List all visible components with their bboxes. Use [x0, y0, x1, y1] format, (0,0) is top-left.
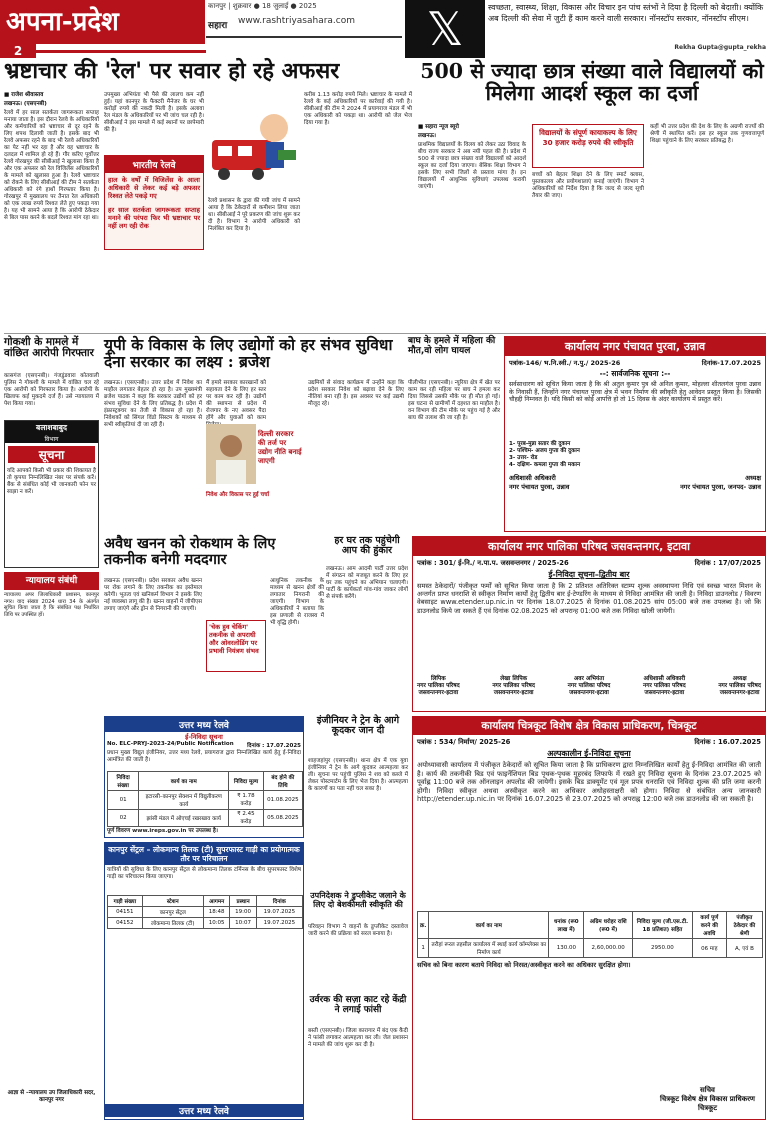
table-cell: 19.07.2025 — [256, 907, 302, 918]
table-row — [418, 939, 763, 958]
nagar1-item: 3- उत्तर- रोड — [509, 455, 538, 461]
nagar2-date: दिनांक : 17/07/2025 — [694, 559, 761, 567]
nagar2-sign: नगर पालिका परिषद — [492, 683, 535, 689]
table-cell: 19:00 — [230, 907, 256, 918]
table-cell: 05.08.2025 — [263, 810, 302, 827]
minister-photo — [206, 424, 256, 484]
nagar2-sign: अवर अभियंता — [573, 676, 605, 682]
table-header: गाड़ी संख्या — [108, 896, 143, 907]
table-row — [108, 907, 303, 918]
table-cell: ₹ 1.78 करोड़ — [229, 791, 264, 810]
callout-item: हर साल सतर्कता जागरूकता सप्ताह मनाने की परंपरा फिर भी भ्रष्टाचार पर नहीं लग रही रोक — [108, 206, 200, 230]
story2-byline: ■ सहारा न्यूज ब्यूरो — [418, 124, 459, 130]
story1-dateline: लखनऊ। (एसएनबी) — [4, 101, 47, 107]
railway-title: उत्तर मध्य रेलवे — [105, 717, 303, 732]
story3-body: कासगंज (एसएनबी)। गंजडुंडवारा कोतवाली पुलिस ने गोकशी के मामले में वांछित चल रहे एक आरोपी को गिरफ्तार किया है। आरोपी के खिलाफ कई मुकदमे दर्ज हैं। उसे न्यायालय में पेश किया गया। — [4, 373, 99, 407]
table-header: धनांक (रू0 लाख में) — [549, 912, 584, 939]
person-photo-icon — [206, 424, 256, 484]
nagar2-sign: जसवन्तनगर-इटावा — [493, 690, 534, 696]
railway-table — [107, 771, 303, 827]
table-cell: 10:07 — [230, 918, 256, 929]
story7-headline: हर घर तक पहुंचेगी आप की हुंकार — [334, 535, 400, 557]
railway-date: दिनांक : 17.07.2025 — [247, 743, 301, 749]
brand-divider — [36, 50, 206, 53]
ad-nagar-puraw — [504, 336, 766, 532]
story2-col3: कहीं भी उत्तर प्रदेश की देश के लिए के अग्रणी राज्यों की श्रेणी में स्थापित करें। इस हर स्कूल तक गुणवत्तापूर्ण शिक्षा पहुंचाने के लिए सरकार प्रतिबद्ध है। — [650, 124, 764, 144]
story4-body: लखनऊ। (एसएनबी)। उत्तर प्रदेश में निवेश का माहौल लगातार बेहतर हो रहा है। उप मुख्यमंत्री ब्रजेश पाठक ने कहा कि सरकार उद्योगों को हर संभव सुविधा देने के लिए प्रतिबद्ध है। प्रदेश में इंफ्रास्ट्रक्चर का तेजी से विकास हो रहा है। निवेशकों को सिंगल विंडो सिस्टम के माध्यम से सभी स्वीकृतियां दी जा रही हैं। — [104, 380, 202, 428]
story10-body: बस्ती (एसएनबी)। जिला कारागार में बंद एक कैदी ने फांसी लगाकर आत्महत्या कर ली। जेल प्रशासन ने मामले की जांच शुरू कर दी है। — [308, 1028, 408, 1048]
quote-text: स्वच्छता, स्वास्थ्य, शिक्षा, विकास और विचार इन पांच स्तंभों ने दिया है दिल्ली को बेदाग़ी। क्योंकि अब दिल्ली की सेवा में जुटी हैं काम करने वाली सरकार। नॉनस्टॉप सरकार, नॉनस्टॉप सीएम। — [488, 3, 764, 23]
table-cell: 01 — [108, 791, 139, 810]
callout-item: हाल के वर्षों में विजिलेंस के आला अधिकारी से लेकर कई बड़े अफसर रिश्वत लेते पकड़े गए — [108, 176, 200, 200]
story6-callout: 'चेक हुव चेकिंग' तकनीक से अपराधी और ओवरलोडिंग पर प्रभावी नियंत्रण संभव — [206, 620, 266, 672]
chitrakoot-sign3: चित्रकूट — [697, 1104, 717, 1112]
table-cell: 2950.00 — [633, 939, 693, 958]
nagar1-sign-right2: नगर पंचायत पुरवा, जनपद- उन्नाव — [680, 483, 761, 491]
notice-body: यदि आपको किसी भी प्रकार की शिकायत है तो कृपया निम्नलिखित नंबर पर संपर्क करें। बैंक से संबंधित कोई भी जानकारी फोन पर साझा न करें। — [7, 468, 96, 495]
table-header: कार्य पूर्ण करने की अवधि — [692, 912, 726, 939]
nagar1-sign-left2: नगर पंचायत पुरवा, उन्नाव — [509, 483, 570, 491]
court-sign: आज्ञा से –न्यायालय उप जिलाधिकारी सदर, कानपुर नगर — [7, 1090, 96, 1103]
nagar1-subtitle: --: सार्वजनिक सूचना :-- — [599, 369, 671, 378]
nagar2-ref: पत्रांक : 301/ ई-नि./ न.पा.प. जसवन्तनगर / 2025-26 — [417, 559, 569, 567]
nagar1-sign-left: अधिशासी अधिकारी — [509, 474, 556, 482]
nagar2-sign: नगर पालिका परिषद — [642, 683, 686, 689]
nagar2-sign: जसवन्तनगर-इटावा — [644, 690, 685, 696]
train-cartoon-icon — [208, 100, 300, 195]
table-cell: 18:48 — [203, 907, 229, 918]
sahara-logo: सहारा — [208, 21, 228, 31]
chitrakoot-sign: सचिव — [700, 1086, 715, 1094]
notice-title: सूचना — [8, 446, 95, 463]
nagar1-body: सर्वसाधारण को सूचित किया जाता है कि श्री अतुल कुमार पुत्र श्री अनिल कुमार, मोहल्ला शीतलगंज पुरवा उन्नाव के निवासी हैं, जिन्होंने नगर पंचायत पुरवा क्षेत्र में भवन निर्माण की स्वीकृति हेतु आवेदन प्रस्तुत किया है। जिसकी चौहद्दी निम्नवत है। यदि किसी को कोई आपत्ति हो तो 15 दिवस के अंदर कार्यालय में प्रस्तुत करें। — [509, 381, 761, 404]
story6-headline: अवैध खनन को रोकथाम के लिए तकनीक बनेगी मददगार — [104, 535, 276, 568]
story4-headline: यूपी के विकास के लिए उद्योगों को हर संभव सुविधा देना सरकार का लक्ष्य : ब्रजेश — [104, 335, 393, 371]
chitrakoot-sign2: चित्रकूट विशेष क्षेत्र विकास प्राधिकरण — [659, 1095, 755, 1103]
section-divider — [4, 333, 766, 334]
table-header: पंजीकृत ठेकेदार की श्रेणी — [726, 912, 762, 939]
table-cell: 10:05 — [203, 918, 229, 929]
nagar2-sign: जसवन्तनगर-इटावा — [418, 690, 459, 696]
story6-col2: आधुनिक तकनीक के माध्यम से खनन क्षेत्रों की लगातार निगरानी की जाएगी। विभाग के अधिकारियों ने बताया कि इस प्रणाली से राजस्व में भी वृद्धि होगी। — [270, 578, 324, 626]
story2-dateline: लखनऊ। — [418, 133, 436, 139]
story9-headline: उपनिदेशक ने डुप्लीकेट जलाने के लिए दो बेशकीमती स्वीकृति की — [310, 891, 406, 909]
train-table — [107, 895, 303, 929]
table-cell: 04152 — [108, 918, 143, 929]
nagar1-item: 4- दक्षिण- कमला गुप्ता की मकान — [509, 462, 581, 468]
story2-col2: बच्चों को बेहतर शिक्षा देने के लिए स्मार्ट क्लास, पुस्तकालय और प्रयोगशालाएं बनाई जाएंगी। विभाग ने अधिकारियों को निर्देश दिया है कि जल्द से जल्द सूची तैयार की जाए। — [532, 172, 644, 199]
court-body: न्यायालय अपर जिलाधिकारी प्रशासन, कानपुर नगर। वाद संख्या 2024 धारा 34 के अंतर्गत सूचित किया जाता है कि संबंधित पक्ष निर्धारित तिथि पर उपस्थित हों। — [4, 592, 99, 618]
ad-railway-tender — [104, 716, 304, 838]
story4-caption: निवेश और विकास पर हुई चर्चा — [206, 492, 270, 498]
table-cell: A, एवं B — [726, 939, 762, 958]
table-header: दिनांक — [256, 896, 302, 907]
nagar1-item: 2- पश्चिम- अजय गुप्ता की दुकान — [509, 448, 580, 454]
notice-ad — [4, 420, 99, 568]
story3-headline: गोकशी के मामले में वांछित आरोपी गिरफ्तार — [4, 336, 94, 360]
nagar1-ref: पत्रांक-146/ भ.नि.स्वी./ न.पु./ 2025-26 — [509, 359, 621, 367]
nagar2-sign: लिपिक — [430, 676, 446, 682]
train-title: कानपुर सेंट्रल – लोकमान्य तिलक (टी) सुपरफास्ट गाड़ी का प्रयोगात्मक तौर पर परिचालन — [105, 843, 303, 865]
story4-col3: उद्यमियों से संवाद कार्यक्रम में उन्होंने कहा कि प्रदेश सरकार निवेश को बढ़ावा देने के लिए नीतियां बना रही है। इस अवसर पर कई उद्यमी मौजूद रहे। — [308, 380, 404, 407]
story1-col4: करीब 1.13 करोड़ रुपये मिले। भ्रष्टाचार के मामले में रेलवे के कई अधिकारियों पर कार्रवाई की गयी है। सीबीआई की टीम ने 2024 में प्रयागराज मंडल में भी एक अधिकारी को पकड़ा था। आरोपी को जेल भेज दिया गया है। — [304, 92, 412, 126]
table-row — [108, 810, 303, 827]
table-header: क्र. — [418, 912, 429, 939]
nagar1-title: कार्यालय नगर पंचायत पुरवा, उन्नाव — [505, 337, 765, 356]
table-cell: झांसी मंडल में ओएचई रखरखाव कार्य — [139, 810, 229, 827]
page-number: 2 — [0, 44, 36, 58]
train-footer: उत्तर मध्य रेलवे — [105, 1104, 303, 1117]
table-cell: कानपुर सेंट्रल — [142, 907, 203, 918]
story4-sidebar: दिल्ली सरकार की तर्ज पर उद्योग नीति बनाई जाएगी — [258, 430, 302, 465]
nagar2-sign: अधिशासी अधिकारी — [643, 676, 686, 682]
train-text: यात्रियों की सुविधा के लिए कानपुर सेंट्रल से लोकमान्य तिलक टर्मिनस के बीच सुपरफास्ट विशेष गाड़ी का परिचालन किया जाएगा। — [107, 867, 301, 880]
table-cell: इटारसी–कानपुर सेक्शन में विद्युतीकरण कार्य — [139, 791, 229, 810]
story1-callout — [104, 155, 204, 250]
nagar2-subtitle: ई-निविदा सूचना–द्वितीय बार — [548, 570, 630, 579]
callout-title: भारतीय रेलवे — [105, 156, 203, 173]
nagar2-sign: अध्यक्ष — [732, 676, 747, 682]
chitrakoot-date: दिनांक : 16.07.2025 — [694, 738, 761, 746]
table-cell: लोकमान्य तिलक (टी) — [142, 918, 203, 929]
ad-nagar-jaswantnagar — [412, 536, 766, 712]
story5-headline: बाघ के हमले में महिला की मौत,वो लोग घायल — [408, 336, 496, 356]
table-header: निविदा मूल्य (जी.एस.टी. 18 प्रतिशत) सहित — [633, 912, 693, 939]
railway-subtitle: ई-निविदा सूचना — [185, 733, 223, 741]
table-header: अग्रिम धरोहर राशि (रू0 में) — [584, 912, 633, 939]
table-header: कार्य का नाम — [429, 912, 549, 939]
notice-dept: विभाग — [5, 435, 98, 443]
table-cell: 01.08.2025 — [263, 791, 302, 810]
story8-headline: इंजीनियर ने ट्रेन के आगे कूदकर जान दी — [316, 715, 400, 737]
chitrakoot-ref: पत्रांक : 534/ निर्माण/ 2025-26 — [417, 738, 511, 746]
table-header: निविदा संख्या — [108, 772, 139, 791]
chitrakoot-table — [417, 911, 763, 958]
story2-headline: 500 से ज्यादा छात्र संख्या वाले विद्यालयों को मिलेगा आदर्श स्कूल का दर्जा — [420, 59, 764, 106]
nagar2-sign: लेखा लिपिक — [500, 676, 528, 682]
story8-body: शाहजहांपुर (एसएनबी)। थाना क्षेत्र में एक युवा इंजीनियर ने ट्रेन के आगे कूदकर आत्महत्या कर ली। सूचना पर पहुंची पुलिस ने शव को कब्जे में लेकर पोस्टमार्टम के लिए भेज दिया है। आत्महत्या के कारणों का पता नहीं चल सका है। — [308, 758, 408, 792]
paper-dateline: कानपुर | शुक्रवार ● 18 जुलाई ● 2025 — [208, 2, 317, 10]
table-cell: 02 — [108, 810, 139, 827]
table-cell: 04151 — [108, 907, 143, 918]
chitrakoot-subtitle: अल्पकालीन ई-निविदा सूचना — [547, 749, 631, 758]
story4-col2: मैं हमारे सरकार कारखानों को सहायता देने के लिए हर स्तर पर काम कर रही है। उद्योगों की स्थापना से प्रदेश में रोजगार के नए अवसर पैदा होंगे और युवाओं को काम — [206, 380, 266, 421]
story1-col2: उपमुख्य अभियंता भी पैसे की लालच कम नहीं हुई। यहां कानपुर के फैक्टरी मैनेजर के घर भी करोड़ों रुपये की नकदी मिली है। इसके अलावा रेल मंडल के अधिकारियों पर भी जांच चल रही है। सीबीआई ने इस मामले में कई स्थानों पर छापेमारी की है। — [104, 92, 204, 133]
nagar2-sign: नगर पालिका परिषद — [567, 683, 611, 689]
table-header: कार्य का नाम — [139, 772, 229, 791]
table-cell: ₹ 2.45 करोड़ — [229, 810, 264, 827]
story9-body: परिवहन विभाग ने वाहनों के डुप्लीकेट दस्तावेज जारी करने की प्रक्रिया को सरल बनाया है। — [308, 924, 408, 937]
x-logo-icon: 𝕏 — [405, 0, 485, 58]
nagar2-sign: जसवन्तनगर-इटावा — [569, 690, 609, 696]
story2-callout: विद्यालयों के संपूर्ण कायाकल्प के लिए 30 हजार करोड़ रुपये की स्वीकृति — [532, 124, 644, 168]
nagar1-item: 1- पूरब-मुन्ना सतार की दुकान — [509, 441, 571, 447]
table-header: आगमन — [203, 896, 229, 907]
website-url[interactable]: www.rashtriyasahara.com — [238, 16, 356, 26]
brand-logo: अपना-प्रदेश — [0, 0, 205, 44]
nagar1-date: दिनांक-17.07.2025 — [701, 359, 761, 367]
table-cell: 2,60,000.00 — [584, 939, 633, 958]
ad-chitrakoot-tender — [412, 716, 766, 1120]
railway-tender-no: No. ELC-PRYJ-2023-24/Public Notification — [107, 741, 234, 747]
notice-brand: बलाशबाबुद — [5, 421, 98, 435]
table-header: प्रस्थान — [230, 896, 256, 907]
table-cell: 130.00 — [549, 939, 584, 958]
story10-headline: उर्वरक की सज़ा काट रहे केंद्री ने लगाई फांसी — [309, 995, 407, 1015]
nagar2-sign: जसवन्तनगर-इटावा — [719, 690, 760, 696]
story7-body: लखनऊ। आम आदमी पार्टी उत्तर प्रदेश में संगठन को मजबूत करने के लिए हर घर तक पहुंचने का अभियान चलाएगी। पार्टी के कार्यकर्ता गांव-गांव जाकर लोगों से संपर्क करेंगे। — [326, 566, 408, 600]
chitrakoot-body: अयोध्यावासी कार्यालय में पंजीकृत ठेकेदारों को सूचित किया जाता है कि प्राधिकरण द्वारा निम्नलिखित कार्यों हेतु ई-निविदा आमंत्रित की जाती है। कार्य की तकनीकी बिड एवं फाइनेंशियल बिड पृथक-पृथक मुहरबंद लिफाफे में रखते हुए निविदा सूचना के दिनांक 23.07.2025 को पूर्वाह्न 11:00 बजे तक ऑनलाइन अपलोड की जायेगी। इसके बिड डाक्यूमेंट एवं मूल प्रपत्र धनराशि एवं निविदा शुल्क की प्रति जमा करनी होगी। निविदा स्वीकृत अथवा अस्वीकृत करने का अधिकार अधोहस्ताक्षरी को होगा। निविदा से संबंधित अन्य जानकारी http://etender.up.nic.in पर दिनांक 16.07.2025 से 23.07.2025 को अपराह्न 12:00 बजे तक डाउनलोड की जा सकती है। — [417, 761, 761, 804]
table-cell: 1 — [418, 939, 429, 958]
table-row — [108, 918, 303, 929]
court-title: न्यायालय संबंधी — [4, 572, 99, 590]
chitrakoot-title: कार्यालय चित्रकूट विशेष क्षेत्र विकास प्राधिकरण, चित्रकूट — [413, 717, 765, 735]
nagar2-sign: नगर पालिका परिषद — [718, 683, 761, 689]
story1-byline: ■ राजेश श्रीवास्तव — [4, 92, 44, 98]
nagar1-sign-right: अध्यक्ष — [745, 474, 761, 482]
nagar2-body: समस्त ठेकेदारों/ पंजीकृत फर्मों को सूचित किया जाता है कि 2 प्रतिशत अतिरिक्त स्टाम्प शुल्क अवस्थापना निधि एवं स्वच्छ भारत मिशन के अन्तर्गत प्राप्त धनराशि से स्वीकृत निर्माण कार्यों हेतु द्वितीय बार ई-टेण्डरिंग के माध्यम से निविदा आमंत्रित की जाती है। निविदा डाउनलोड / विवरण वेबसाइट www.etender.up.nic.in पर दिनांक 18.07.2025 से दिनांक 01.08.2025 सांय 05:00 बजे तक उपलब्ध है। जो कि डाउनलोड किये जा सकते हैं एवं दिनांक 02.08.2025 को अपरान्ह 01:00 बजे तक निविदा खोली जायेगी। — [417, 582, 761, 615]
table-cell: 06 माह — [692, 939, 726, 958]
chitrakoot-footer: सचिव को बिना कारण बताये निविदा को निरस्त/अस्वीकृत करने का अधिकार सुरक्षित होगा। — [417, 961, 631, 969]
nagar2-sign: नगर पालिका परिषद — [417, 683, 460, 689]
railway-text: प्रधान मुख्य विद्युत इंजीनियर, उत्तर मध्य रेलवे, प्रयागराज द्वारा निम्नलिखित कार्य हेतु ई-निविदा आमंत्रित की जाती है। — [107, 750, 301, 763]
story5-body: पीलीभीत (एसएनबी)। न्यूरिया क्षेत्र में खेत पर काम कर रही महिला पर बाघ ने हमला कर दिया जिससे उसकी मौके पर ही मौत हो गई। इस घटना से ग्रामीणों में दहशत का माहौल है। वन विभाग की टीम मौके पर पहुंच गई है और बाघ की तलाश की जा रही है। — [408, 380, 500, 421]
table-row — [108, 791, 303, 810]
railway-footer: पूर्ण विवरण www.ireps.gov.in पर उपलब्ध है। — [107, 828, 219, 834]
table-header: निविदा मूल्य — [229, 772, 264, 791]
nagar2-title: कार्यालय नगर पालिका परिषद जसवन्तनगर, इटावा — [413, 537, 765, 556]
quote-byline: Rekha Gupta@gupta_rekha — [674, 44, 766, 51]
story1-headline: भ्रष्टाचार की 'रेल' पर सवार हो रहे अफसर — [4, 58, 340, 84]
table-header: स्टेशन — [142, 896, 203, 907]
story1-col3: रेलवे प्रशासन के द्वारा की गयी जांच में सामने आया है कि ठेकेदारों से कमीशन लिया जाता था। सीबीआई ने पूरे प्रकरण की जांच शुरू कर दी है। विभाग ने आरोपी अधिकारी को निलंबित कर दिया है। — [208, 198, 300, 232]
cartoon-image — [208, 100, 300, 195]
masthead-rule — [206, 36, 402, 38]
table-cell: तरौहां रूरल तहसील कार्यालय में स्थाई कार्य कॉम्प्लेक्स का निर्माण कार्य — [429, 939, 549, 958]
ad-train-service — [104, 842, 304, 1120]
story2-body: प्राथमिक विद्यालयों के विलय को लेकर उठा विवाद के बीच राज्य सरकार ने अब नयी पहल की है। प्रदेश में 500 से ज्यादा छात्र संख्या वाले विद्यालयों को आदर्श स्कूल का दर्जा दिया जाएगा। बेसिक शिक्षा विभाग ने इसके लिए सभी जिलों से प्रस्ताव मांगा है। इन विद्यालयों में आधुनिक सुविधाएं उपलब्ध करायी जाएंगी। — [418, 142, 526, 190]
table-header: बंद होने की तिथि — [263, 772, 302, 791]
story6-body: लखनऊ (एसएनबी)। प्रदेश सरकार अवैध खनन पर रोक लगाने के लिए तकनीक का इस्तेमाल करेगी। भूतत्व एवं खनिकर्म विभाग ने इसके लिए नई व्यवस्था लागू की है। खनन वाहनों में जीपीएस लगाए जाएंगे और ड्रोन से निगरानी की जाएगी। — [104, 578, 202, 612]
table-cell: 19.07.2025 — [256, 918, 302, 929]
story1-body: रेलवे में हर साल सतर्कता जागरूकता सप्ताह मनाया जाता है। इस दौरान रेलवे के अधिकारियों और कर्मचारियों को भ्रष्टाचार से दूर रहने के लिए शपथ दिलायी जाती है। इसके बाद भी रेलवे अफसर रहने के बाद भी रेलवे अधिकारियों का पेट नहीं भर रहा है और वह भ्रष्टाचार के दलदल में शामिल हो रहे हैं। गौर करिए पूर्वोत्तर रेलवे गोरखपुर की सीबीआई ने खुलासा किया है और एक अफसर को रेल विजिलेंस अधिकारियों के मामले को खुलासा हुआ है। रेलवे भ्रष्टाचार को रोकने के लिए सीबीआई की टीम ने सतर्कता अधिकारी को रंगे हाथों गिरफ्तार किया है। गोरखपुर में मुख्यालय पर तैनात रेल अधिकारी को एक लाख रुपये रिश्वत लेते हुए पकड़ा गया है। यह भी सामने आया है कि आरोपी ठेकेदार से बिल पास करने के बदले रिश्वत मांग रहा था। — [4, 110, 99, 221]
